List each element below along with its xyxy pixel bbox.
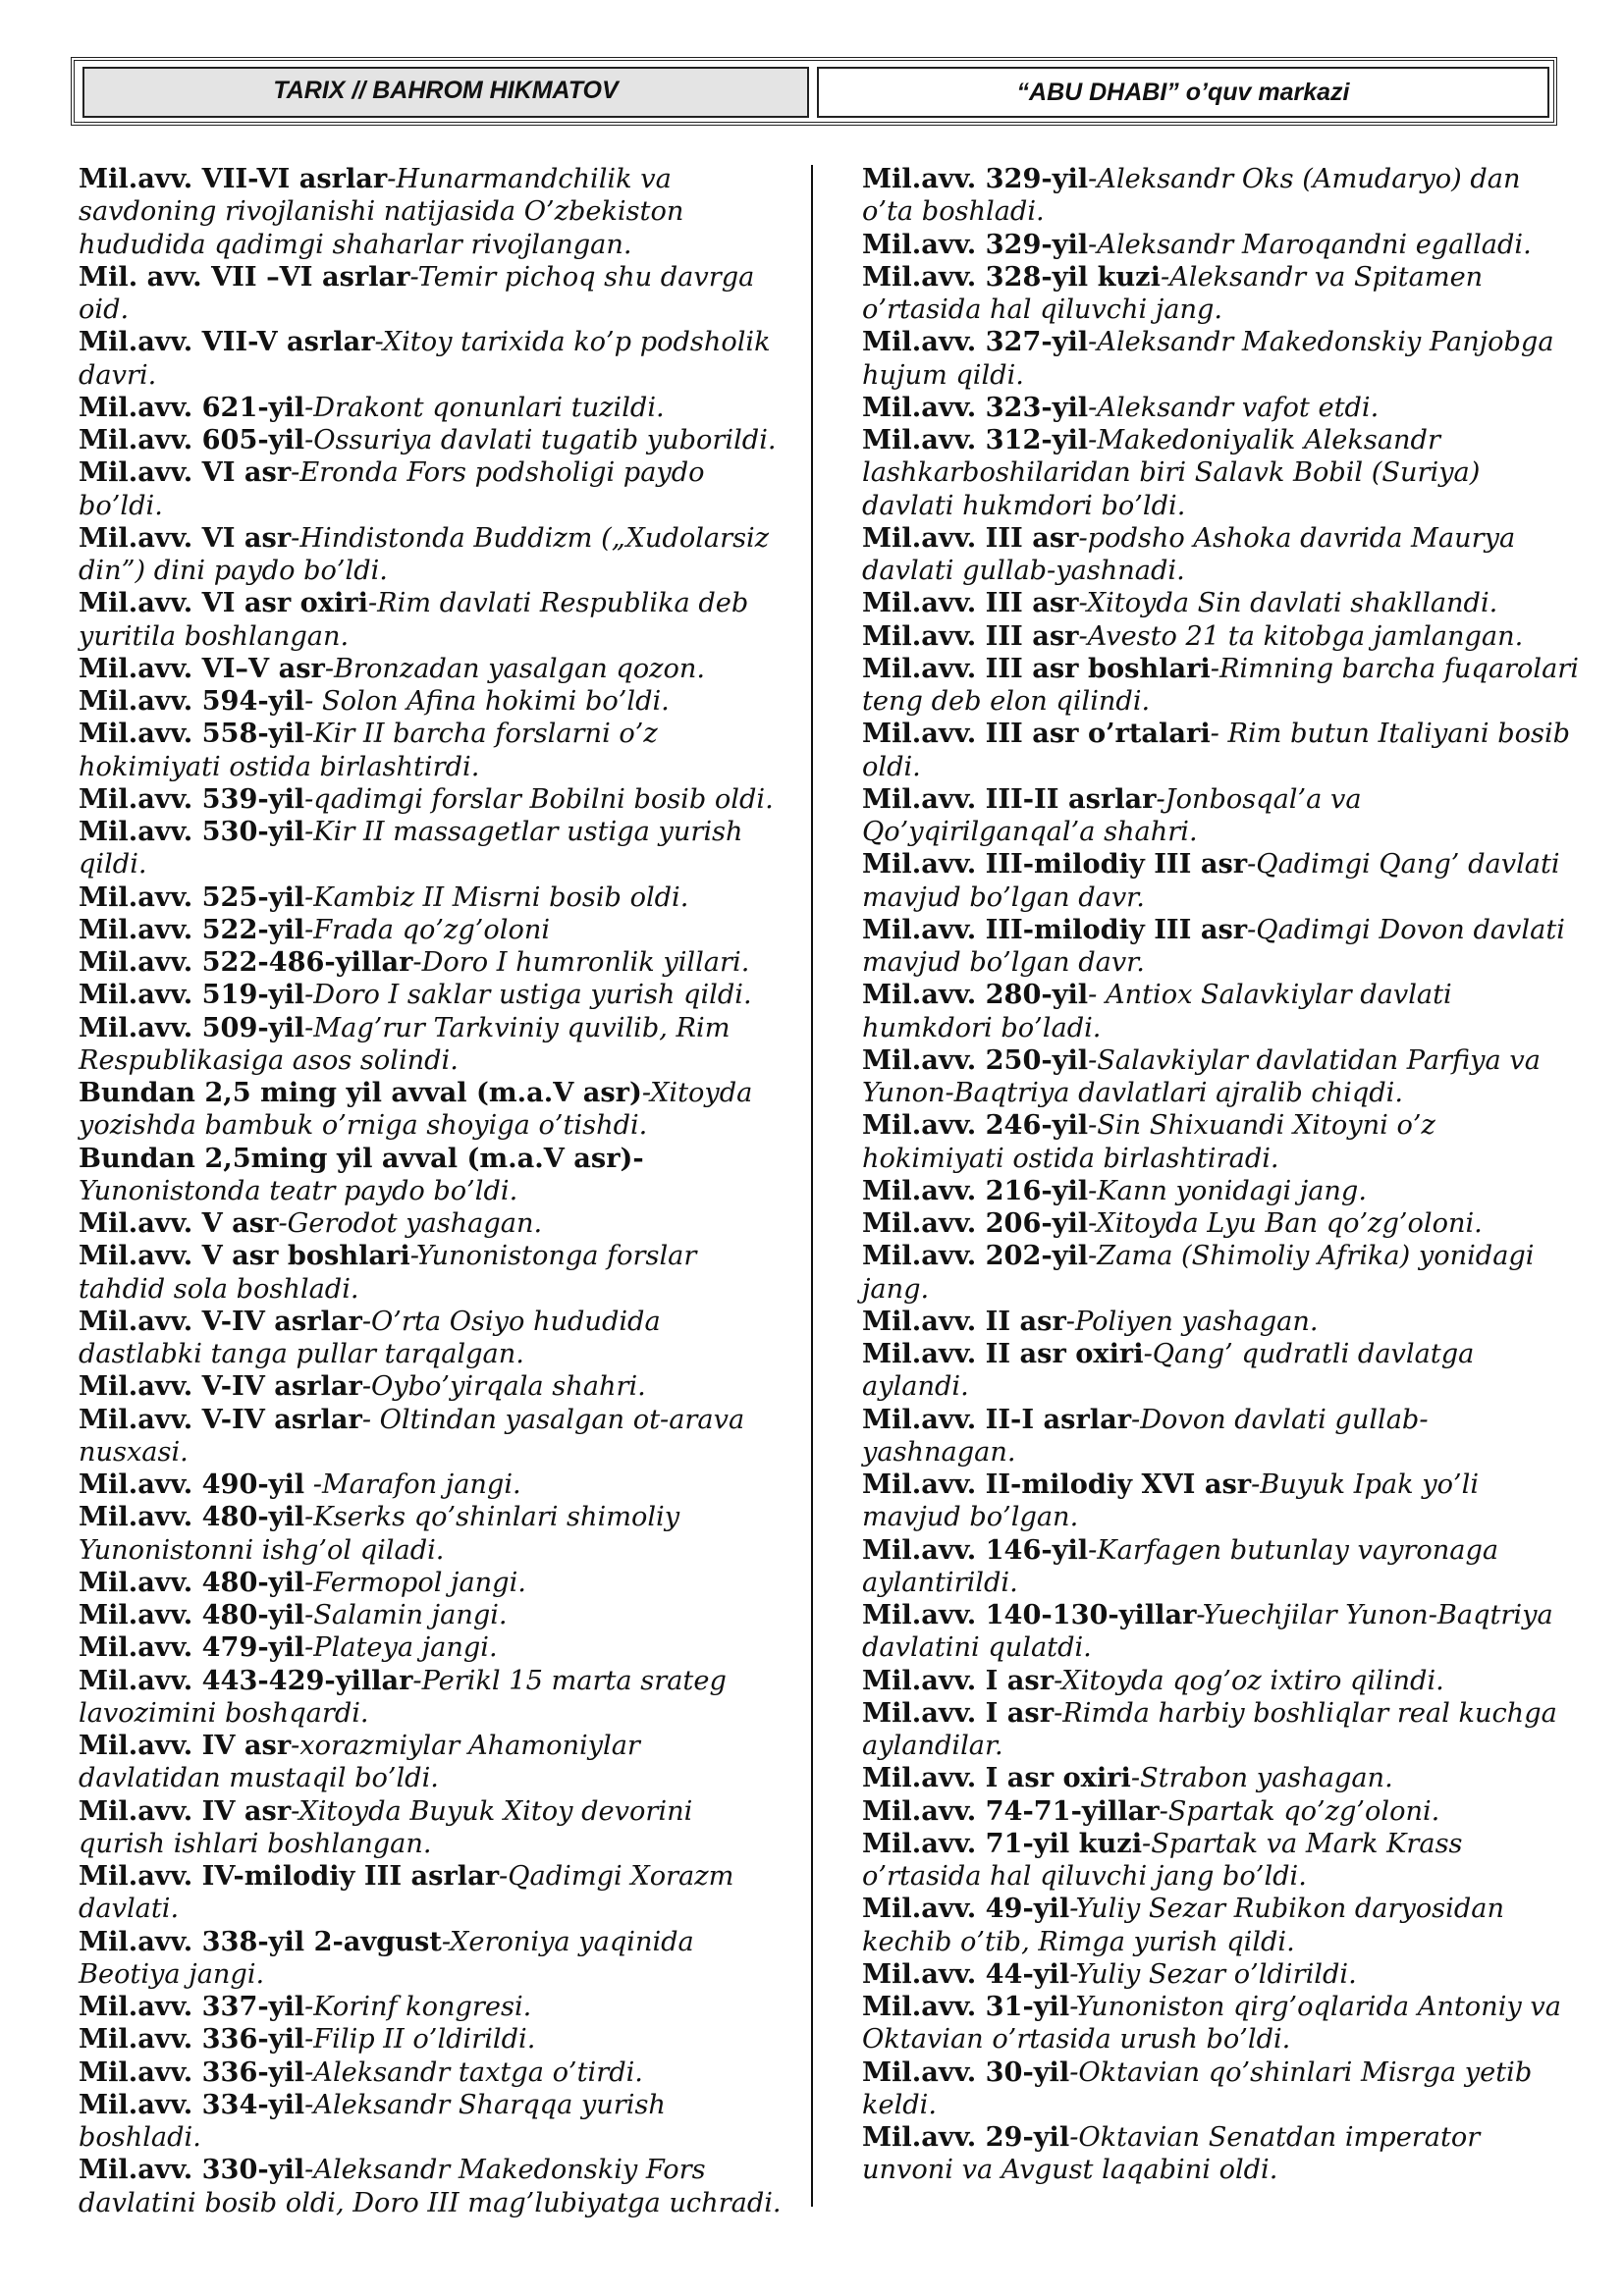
entry-event: -Poliyen yashagan. xyxy=(1065,1306,1319,1337)
entry-event: -Zama (Shimoliy Afrika) yonidagi jang. xyxy=(862,1241,1535,1305)
timeline-entry xyxy=(79,1599,785,1631)
timeline-entry xyxy=(862,718,1579,783)
entry-date: Mil.avv. V asr xyxy=(79,1207,279,1239)
entry-date: Mil.avv. 594-yil xyxy=(79,685,305,717)
entry-event: -Rimning barcha fuqarolari teng deb elon qilindi. xyxy=(862,653,1580,717)
entry-date: Mil.avv. V-IV asrlar xyxy=(79,1305,362,1337)
entry-event: -Oybo’yirqala shahri. xyxy=(361,1371,646,1403)
entry-event: -Fermopol jangi. xyxy=(304,1567,526,1598)
entry-event: -Qadimgi Dovon davlati mavjud bo’lgan davr. xyxy=(862,914,1565,978)
entry-date: Mil.avv. II asr oxiri xyxy=(862,1338,1144,1369)
entry-date: Mil.avv. V asr boshlari xyxy=(79,1240,410,1272)
entry-event: -Rimda harbiy boshliqlar real kuchga aylandilar. xyxy=(862,1697,1557,1761)
timeline-entry xyxy=(79,1468,785,1501)
entry-date: Mil.avv. 323-yil xyxy=(862,391,1089,423)
entry-date: Mil.avv. 480-yil xyxy=(79,1566,305,1598)
timeline-entry xyxy=(79,2023,785,2056)
timeline-entry xyxy=(79,816,785,881)
entry-date: Mil.avv. II-milodiy XVI asr xyxy=(862,1468,1252,1500)
entry-date: Mil.avv. 522-yil xyxy=(79,913,305,945)
entry-event: -Xitoyda Lyu Ban qo’zg’oloni. xyxy=(1088,1208,1483,1239)
entry-date: Mil.avv. 605-yil xyxy=(79,424,305,455)
entry-event: -Kambiz II Misrni bosib oldi. xyxy=(304,881,689,913)
timeline-entry xyxy=(862,1828,1579,1894)
entry-date: Mil.avv. 206-yil xyxy=(862,1207,1089,1239)
entry-date: Mil.avv. 621-yil xyxy=(79,391,305,423)
timeline-entry xyxy=(79,1404,785,1469)
timeline-entry xyxy=(862,587,1579,619)
entry-date: Mil.avv. III asr xyxy=(862,521,1079,554)
entry-event: -Qang’ qudratli davlatga aylandi. xyxy=(862,1339,1475,1403)
entry-date: Mil.avv. 336-yil xyxy=(79,2023,305,2056)
timeline-entry xyxy=(79,2089,785,2155)
entry-date: Mil.avv. 30-yil xyxy=(862,2056,1070,2088)
entry-date: Bundan 2,5 ming yil avval (m.a.V asr) xyxy=(79,1077,642,1108)
timeline-entry xyxy=(862,2121,1579,2187)
entry-date: Mil.avv. 140-130-yillar xyxy=(862,1599,1197,1630)
entry-event: -Xitoyda yozishda bambuk o’rniga shoyiga o’tishdi. xyxy=(79,1078,753,1142)
entry-date: Mil.avv. IV asr xyxy=(79,1730,292,1761)
entry-date: Mil.avv. III asr boshlari xyxy=(862,652,1211,684)
entry-event: -Aleksandr taxtga o’tirdi. xyxy=(304,2056,643,2088)
entry-event: -Yuliy Sezar o’ldirildi. xyxy=(1069,1958,1357,1990)
timeline-entry xyxy=(862,1958,1579,1991)
entry-event: -Frada qo’zg’oloni xyxy=(304,914,551,945)
timeline-entry xyxy=(862,1109,1579,1175)
page-header xyxy=(71,57,1557,126)
entry-date: Mil.avv. 327-yil xyxy=(862,326,1089,358)
timeline-entry xyxy=(79,979,785,1011)
entry-event: -Jonbosqal’a va Qo’yqirilganqal’a shahri. xyxy=(862,783,1362,847)
entry-event: -Oktavian Senatdan imperator unvoni va Avgust laqabini oldi. xyxy=(862,2122,1481,2186)
entry-event: -Dovon davlati gullab-yashnagan. xyxy=(862,1404,1429,1468)
timeline-entry xyxy=(862,1534,1579,1600)
entry-event: -Avesto 21 ta kitobga jamlangan. xyxy=(1078,620,1524,652)
entry-event: -Sin Shixuandi Xitoyni o’z hokimiyati ostida birlashtiradi. xyxy=(862,1110,1435,1174)
entry-event: -Salamin jangi. xyxy=(304,1600,508,1630)
timeline-entry xyxy=(862,783,1579,849)
header-subject-author: TARIX // BAHROM HIKMATOV xyxy=(82,67,809,118)
entry-event: -Qadimgi Qang’ davlati mavjud bo’lgan davr. xyxy=(862,849,1560,913)
header-center-name: “ABU DHABI” o’quv markazi xyxy=(817,67,1549,118)
timeline-entry xyxy=(862,653,1579,719)
timeline-entry xyxy=(79,1665,785,1731)
entry-event: -Hindistonda Buddizm („Xudolarsiz din”) dini paydo bo’ldi. xyxy=(79,522,770,586)
timeline-entry xyxy=(79,1370,785,1403)
entry-date: Mil.avv. 74-71-yillar xyxy=(862,1794,1160,1827)
timeline-entry xyxy=(862,229,1579,261)
entry-date: Mil.avv. 280-yil xyxy=(862,979,1089,1011)
entry-event: -Doro I saklar ustiga yurish qildi. xyxy=(304,980,752,1011)
timeline-entry xyxy=(79,1991,785,2023)
entry-date: Mil.avv. VI asr oxiri xyxy=(79,587,368,619)
timeline-entry xyxy=(79,685,785,718)
entry-event: -Yuechjilar Yunon-Baqtriya davlatini qulatdi. xyxy=(862,1600,1553,1664)
timeline-entry xyxy=(862,1207,1579,1240)
entry-date: Mil.avv. 312-yil xyxy=(862,424,1089,455)
entry-date: Mil.avv. VII-VI asrlar xyxy=(79,163,388,194)
timeline-entry xyxy=(862,1991,1579,2056)
entry-event: -Strabon yashagan. xyxy=(1130,1763,1393,1794)
entry-date: Mil.avv. VI asr xyxy=(79,521,292,554)
entry-event: -Xitoyda Buyuk Xitoy devorini qurish ishlari boshlangan. xyxy=(79,1795,693,1859)
timeline-entry xyxy=(79,783,785,816)
entry-event: -Mag’rur Tarkviniy quvilib, Rim Respublikasiga asos solindi. xyxy=(79,1012,731,1076)
timeline-entry xyxy=(79,1207,785,1240)
timeline-entry xyxy=(862,1044,1579,1110)
entry-date: Mil.avv. 539-yil xyxy=(79,782,305,815)
timeline-entry xyxy=(862,1468,1579,1534)
timeline-entry xyxy=(79,392,785,424)
timeline-entry xyxy=(79,1567,785,1599)
entry-date: Mil.avv. III asr o’rtalari xyxy=(862,718,1211,750)
entry-event: -Drakont qonunlari tuzildi. xyxy=(304,392,665,423)
entry-date: Mil.avv. VI–V asr xyxy=(79,652,325,684)
entry-event: -Xitoy tarixida ko’p podsholik davri. xyxy=(79,327,771,391)
timeline-entry xyxy=(862,1599,1579,1665)
timeline-entry xyxy=(862,1306,1579,1338)
entry-date: Mil.avv. IV-milodiy III asrlar xyxy=(79,1860,500,1892)
entry-date: Mil.avv. 479-yil xyxy=(79,1631,305,1664)
timeline-entry xyxy=(862,1240,1579,1306)
entry-date: Mil.avv. 558-yil xyxy=(79,718,305,750)
entry-date: Mil.avv. 31-yil xyxy=(862,1991,1070,2022)
entry-date: Mil.avv. 71-yil kuzi xyxy=(862,1827,1143,1859)
right-column xyxy=(862,163,1579,2187)
timeline-entry xyxy=(79,2056,785,2089)
column-divider xyxy=(811,165,813,2207)
timeline-entry xyxy=(862,1175,1579,1207)
entry-event: -Aleksandr Sharqqa yurish boshladi. xyxy=(79,2089,666,2153)
timeline-entry xyxy=(79,1077,785,1143)
entry-event: -O’rta Osiyo hududida dastlabki tanga pullar tarqalgan. xyxy=(79,1306,661,1369)
entry-event: -Ossuriya davlati tugatib yuborildi. xyxy=(304,425,777,455)
timeline-entry xyxy=(79,1012,785,1078)
timeline-entry xyxy=(79,2154,785,2219)
entry-date: Mil.avv. III-milodiy III asr xyxy=(862,913,1248,945)
entry-date: Mil.avv. 246-yil xyxy=(862,1109,1089,1142)
entry-event: Yunonistonda teatr paydo bo’ldi. xyxy=(79,1175,518,1206)
entry-event: -Yunoniston qirg’oqlarida Antoniy va Oktavian o’rtasida urush bo’ldi. xyxy=(862,1992,1561,2056)
timeline-entry xyxy=(79,1730,785,1795)
entry-date: Mil.avv. 443-429-yillar xyxy=(79,1664,413,1696)
timeline-entry xyxy=(79,587,785,653)
timeline-entry xyxy=(79,881,785,914)
entry-date: Mil.avv. 525-yil xyxy=(79,881,305,913)
entry-date: Mil.avv. I asr xyxy=(862,1664,1055,1696)
timeline-entry xyxy=(862,392,1579,424)
entry-date: Mil.avv. V-IV asrlar xyxy=(79,1403,362,1435)
entry-event: -Kann yonidagi jang. xyxy=(1088,1175,1367,1206)
entry-date: Mil.avv. V-IV asrlar xyxy=(79,1370,362,1403)
entry-event: -Qadimgi Xorazm davlati. xyxy=(79,1861,734,1925)
timeline-entry xyxy=(862,424,1579,522)
entry-event: -Salavkiylar davlatidan Parfiya va Yunon-Baqtriya davlatlari ajralib chiqdi. xyxy=(862,1044,1541,1108)
timeline-entry xyxy=(862,1893,1579,1958)
entry-date: Mil.avv. I asr oxiri xyxy=(862,1762,1131,1794)
entry-date: Mil.avv. 49-yil xyxy=(862,1893,1070,1925)
entry-event: -Xeroniya yaqinida Beotiya jangi. xyxy=(79,1926,694,1990)
entry-date: Mil.avv. II-I asrlar xyxy=(862,1403,1132,1435)
entry-date: Mil.avv. III asr xyxy=(862,587,1079,619)
timeline-entry xyxy=(79,261,785,327)
timeline-entry xyxy=(862,1665,1579,1697)
entry-date: Mil.avv. 337-yil xyxy=(79,1991,305,2022)
timeline-entry xyxy=(79,1860,785,1926)
entry-date: Mil.avv. 330-yil xyxy=(79,2154,305,2186)
entry-event: -Marafon jangi. xyxy=(304,1469,521,1500)
entry-event: -Doro I humronlik yillari. xyxy=(412,947,750,978)
entry-date: Mil.avv. 202-yil xyxy=(862,1240,1089,1272)
entry-event: -xorazmiylar Ahamoniylar davlatidan mustaqil bo’ldi. xyxy=(79,1731,640,1794)
entry-event: -Xitoyda qog’oz ixtiro qilindi. xyxy=(1054,1665,1444,1696)
timeline-entry xyxy=(862,1338,1579,1404)
entry-date: Mil.avv. IV asr xyxy=(79,1794,292,1827)
timeline-entry xyxy=(79,1143,785,1208)
timeline-entry xyxy=(862,1697,1579,1763)
entry-date: Mil.avv. 44-yil xyxy=(862,1957,1070,1990)
timeline-entry xyxy=(79,718,785,783)
entry-event: -Aleksandr Oks (Amudaryo) dan o’ta boshladi. xyxy=(862,164,1521,228)
timeline-entry xyxy=(862,2056,1579,2122)
entry-event: - Rim butun Italiyani bosib oldi. xyxy=(862,719,1571,782)
timeline-entry xyxy=(79,456,785,522)
entry-date: Mil.avv. 522-486-yillar xyxy=(79,946,413,978)
entry-event: -Kir II barcha forslarni o’z hokimiyati ostida birlashtirdi. xyxy=(79,719,658,782)
entry-event: -Xitoyda Sin davlati shakllandi. xyxy=(1078,588,1498,619)
entry-event: -Rim davlati Respublika deb yuritila boshlangan. xyxy=(79,588,749,652)
entry-date: Mil.avv. 29-yil xyxy=(862,2121,1070,2153)
entry-event: -Gerodot yashagan. xyxy=(278,1208,543,1239)
entry-event: -Aleksandr vafot etdi. xyxy=(1088,392,1380,423)
entry-date: Mil. avv. VII –VI asrlar xyxy=(79,260,410,293)
entry-event: -qadimgi forslar Bobilni bosib oldi. xyxy=(304,783,774,815)
timeline-entry xyxy=(79,1926,785,1992)
entry-date: Mil.avv. 490-yil xyxy=(79,1468,305,1500)
entry-event: -Karfagen butunlay vayronaga aylantirildi. xyxy=(862,1534,1499,1598)
timeline-entry xyxy=(862,522,1579,588)
entry-date: Mil.avv. 480-yil xyxy=(79,1501,305,1533)
entry-date: Mil.avv. 250-yil xyxy=(862,1043,1089,1076)
timeline-entry xyxy=(862,1762,1579,1794)
timeline-entry xyxy=(79,1501,785,1567)
timeline-entry xyxy=(862,914,1579,980)
timeline-entry xyxy=(79,424,785,456)
entry-event: -Filip II o’ldirildi. xyxy=(304,2024,536,2056)
entry-date: Mil.avv. 480-yil xyxy=(79,1599,305,1630)
timeline-entry xyxy=(862,1795,1579,1828)
timeline-entry xyxy=(79,1795,785,1861)
entry-date: Mil.avv. 519-yil xyxy=(79,979,305,1011)
entry-event: -Eronda Fors podsholigi paydo bo’ldi. xyxy=(79,457,705,521)
entry-event: -Perikl 15 marta srateg lavozimini boshqardi. xyxy=(79,1665,727,1729)
entry-date: Mil.avv. 329-yil xyxy=(862,228,1089,260)
timeline-entry xyxy=(862,979,1579,1044)
timeline-entry xyxy=(79,914,785,946)
entry-event: - Oltindan yasalgan ot-arava nusxasi. xyxy=(79,1404,745,1468)
entry-date: Mil.avv. II asr xyxy=(862,1305,1066,1337)
timeline-entry xyxy=(79,326,785,392)
entry-event: -Kir II massagetlar ustiga yurish qildi. xyxy=(79,817,743,881)
entry-date: Mil.avv. 530-yil xyxy=(79,816,305,847)
entry-event: -Spartak qo’zg’oloni. xyxy=(1159,1795,1440,1827)
entry-event: -Spartak va Mark Krass o’rtasida hal qiluvchi jang bo’ldi. xyxy=(862,1828,1463,1892)
timeline-entry xyxy=(79,1240,785,1306)
entry-date: Mil.avv. 146-yil xyxy=(862,1533,1089,1566)
timeline-entry xyxy=(862,261,1579,327)
entry-event: -Plateya jangi. xyxy=(304,1632,498,1664)
entry-event: -Korinf kongresi. xyxy=(304,1992,532,2022)
timeline-entry xyxy=(79,163,785,261)
entry-event: -Aleksandr Maroqandni egalladi. xyxy=(1088,229,1532,260)
entry-event: -podsho Ashoka davrida Maurya davlati gullab-yashnadi. xyxy=(862,522,1516,586)
entry-event: -Aleksandr va Spitamen o’rtasida hal qiluvchi jang. xyxy=(862,261,1484,325)
entry-event: -Kserks qo’shinlari shimoliy Yunonistonni ishg’ol qiladi. xyxy=(79,1502,680,1566)
entry-event: -Temir pichoq shu davrga oid. xyxy=(79,261,755,325)
entry-date: Mil.avv. 329-yil xyxy=(862,163,1089,194)
timeline-entry xyxy=(79,946,785,979)
timeline-entry xyxy=(862,620,1579,653)
timeline-entry xyxy=(862,163,1579,229)
entry-event: -Aleksandr Makedonskiy Panjobga hujum qildi. xyxy=(862,327,1554,391)
entry-date: Mil.avv. III-II asrlar xyxy=(862,782,1157,815)
entry-event: - Antiox Salavkiylar davlati humkdori bo’ladi. xyxy=(862,980,1452,1043)
left-column xyxy=(79,163,785,2219)
entry-date: Mil.avv. III-milodiy III asr xyxy=(862,848,1248,881)
entry-date: Mil.avv. III asr xyxy=(862,619,1079,652)
entry-date: Mil.avv. VII-V asrlar xyxy=(79,326,375,358)
entry-date: Mil.avv. 336-yil xyxy=(79,2056,305,2088)
entry-event: -Buyuk Ipak yo’li mavjud bo’lgan. xyxy=(862,1469,1480,1533)
entry-date: Bundan 2,5ming yil avval (m.a.V asr)- xyxy=(79,1142,644,1174)
entry-event: -Yunonistonga forslar tahdid sola boshladi. xyxy=(79,1241,697,1305)
entry-event: -Yuliy Sezar Rubikon daryosidan kechib o’tib, Rimga yurish qildi. xyxy=(862,1894,1504,1957)
entry-event: -Oktavian qo’shinlari Misrga yetib keldi. xyxy=(862,2056,1533,2120)
entry-date: Mil.avv. I asr xyxy=(862,1696,1055,1729)
entry-date: Mil.avv. 216-yil xyxy=(862,1174,1089,1206)
timeline-entry xyxy=(862,326,1579,392)
entry-date: Mil.avv. 338-yil 2-avgust xyxy=(79,1925,442,1957)
timeline-entry xyxy=(79,1631,785,1664)
entry-date: Mil.avv. 328-yil kuzi xyxy=(862,260,1161,293)
entry-event: -Hunarmandchilik va savdoning rivojlanishi natijasida O’zbekiston hududida qadimgi shaharlar rivojlangan. xyxy=(79,164,684,260)
timeline-entry xyxy=(862,848,1579,914)
entry-date: Mil.avv. VI asr xyxy=(79,456,292,489)
timeline-entry xyxy=(79,1306,785,1371)
timeline-entry xyxy=(79,653,785,685)
entry-date: Mil.avv. 509-yil xyxy=(79,1011,305,1043)
entry-date: Mil.avv. 334-yil xyxy=(79,2088,305,2120)
entry-event: -Aleksandr Makedonskiy Fors davlatini bosib oldi, Doro III mag’lubiyatga uchradi. xyxy=(79,2155,782,2218)
entry-event: -Makedoniyalik Aleksandr lashkarboshilaridan biri Salavk Bobil (Suriya) davlati hukmdori bo’ldi. xyxy=(862,425,1481,521)
entry-event: - Solon Afina hokimi bo’ldi. xyxy=(304,686,670,717)
timeline-entry xyxy=(862,1404,1579,1469)
entry-event: -Bronzadan yasalgan qozon. xyxy=(324,653,705,684)
timeline-entry xyxy=(79,522,785,588)
